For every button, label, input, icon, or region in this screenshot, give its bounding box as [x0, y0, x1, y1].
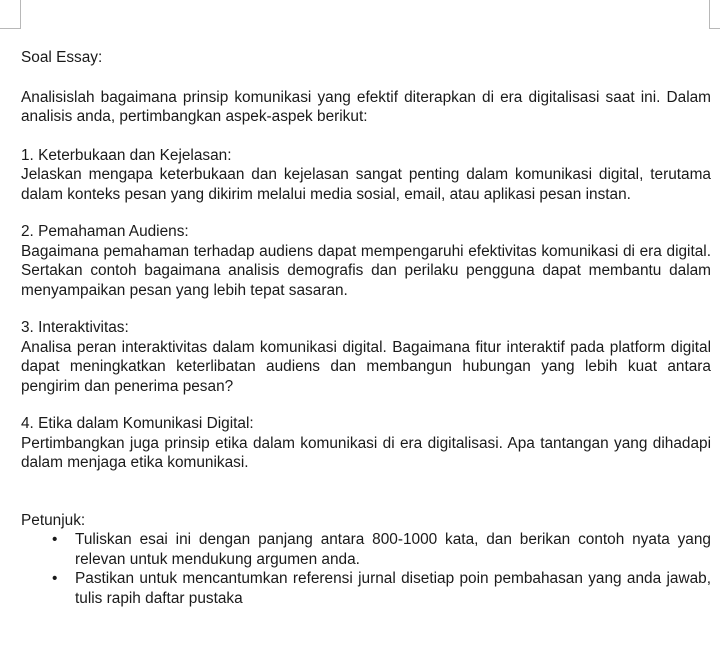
instructions-list — [21, 530, 711, 608]
section-body: Pertimbangkan juga prinsip etika dalam komunikasi di era digitalisasi. Apa tantangan yang dihadapi dalam menjaga etika komunikasi. — [21, 434, 711, 471]
list-item — [52, 569, 711, 608]
section-body: Bagaimana pemahaman terhadap audiens dapat mempengaruhi efektivitas komunikasi di era digital. Sertakan contoh bagaimana analisis demografis dan perilaku pengguna dapat membantu dalam menyampaikan pesan yang lebih tepat sasaran. — [21, 242, 711, 299]
bullet-icon: • — [52, 531, 58, 548]
list-item-text: Pastikan untuk mencantumkan referensi jurnal disetiap poin pembahasan yang anda jawab, tulis rapih daftar pustaka — [75, 570, 711, 607]
section-heading: 4. Etika dalam Komunikasi Digital: — [21, 415, 254, 432]
section-heading: 3. Interaktivitas: — [21, 319, 129, 336]
section-digital-ethics — [21, 414, 711, 473]
essay-title: Soal Essay: — [21, 49, 103, 66]
section-body: Analisa peran interaktivitas dalam komunikasi digital. Bagaimana fitur interaktif pada platform digital dapat meningkatkan keterlibatan audiens dan membangun hubungan yang lebih kuat antara pengirim dan penerima pesan? — [21, 338, 711, 395]
margin-corner-right — [709, 0, 720, 29]
section-heading: 2. Pemahaman Audiens: — [21, 223, 189, 240]
section-audience-understanding — [21, 222, 711, 300]
list-item — [52, 530, 711, 569]
section-body: Jelaskan mengapa keterbukaan dan kejelasan sangat penting dalam komunikasi digital, terutama dalam konteks pesan yang dikirim melalui media sosial, email, atau aplikasi pesan instan. — [21, 166, 711, 203]
document-body[interactable] — [21, 48, 711, 608]
section-interactivity — [21, 318, 711, 396]
instructions-title: Petunjuk: — [21, 511, 86, 529]
instructions-block — [21, 511, 711, 609]
essay-intro: Analisislah bagaimana prinsip komunikasi yang efektif diterapkan di era digitalisasi saat ini. Dalam analisis anda, pertimbangkan aspek-aspek berikut: — [21, 88, 711, 125]
list-item-text: Tuliskan esai ini dengan panjang antara 800-1000 kata, dan berikan contoh nyata yang relevan untuk mendukung argumen anda. — [75, 531, 711, 568]
bullet-icon: • — [52, 570, 58, 587]
section-heading: 1. Keterbukaan dan Kejelasan: — [21, 146, 232, 164]
margin-corner-left — [0, 0, 21, 29]
section-openness-clarity — [21, 146, 711, 205]
